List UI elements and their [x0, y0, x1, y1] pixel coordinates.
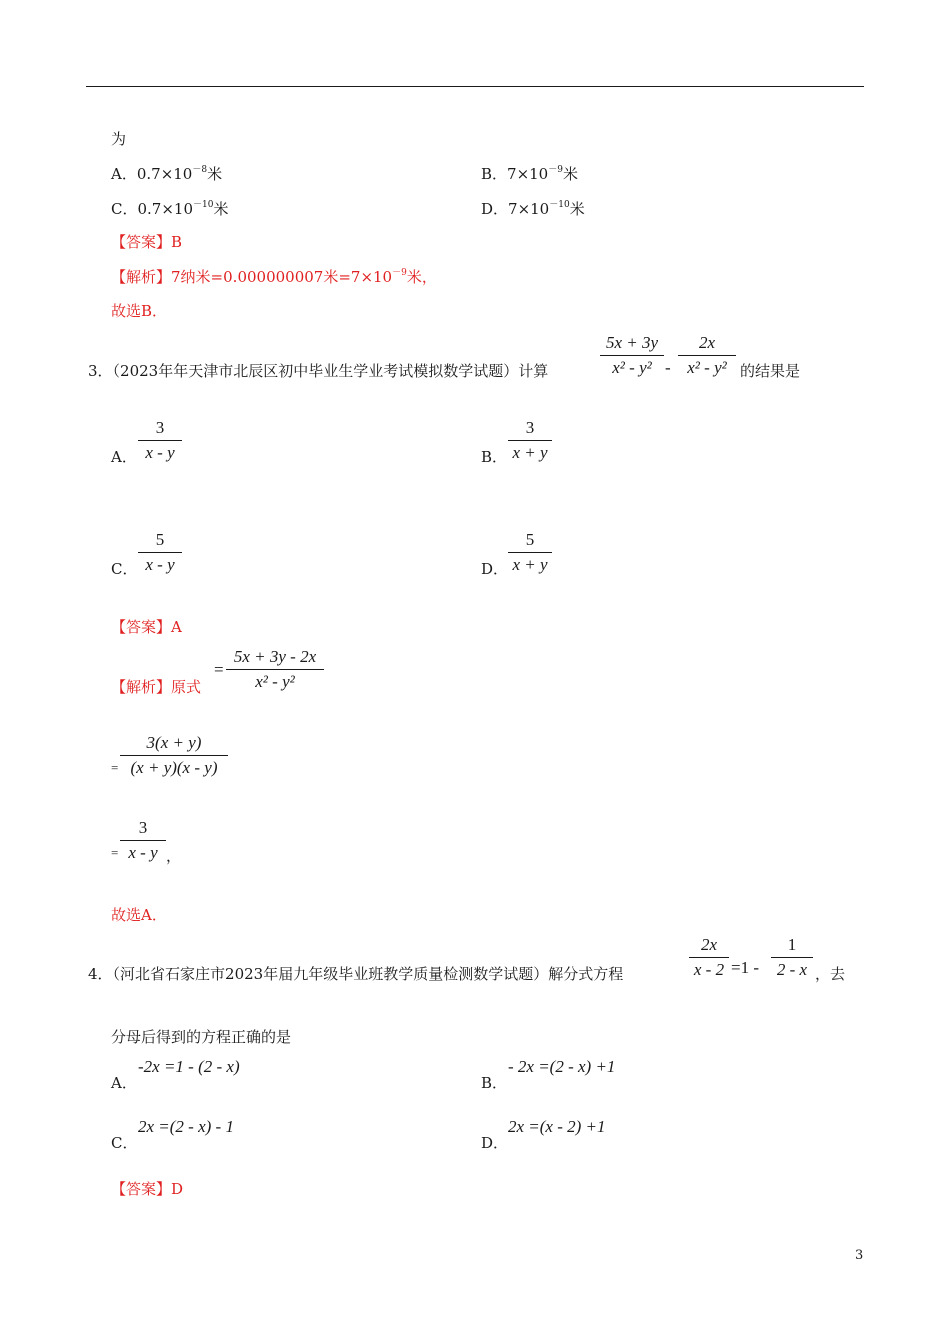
- q4-stem-suffix: ，去: [815, 965, 846, 983]
- q3-answer: 【答案】A: [111, 618, 182, 636]
- q4-option-b-letter: B．: [481, 1074, 508, 1092]
- q2-answer: 【答案】B: [111, 233, 183, 251]
- q2-conclusion: 故选B．: [111, 302, 168, 320]
- q4-option-a: -2x =1 - (2 - x): [138, 1057, 240, 1076]
- q4-stem: 4．（河北省石家庄市2023年届九年级毕业班教学质量检测数学试题）解分式方程: [88, 965, 624, 983]
- q4-option-d: 2x =(x - 2) +1: [508, 1117, 606, 1136]
- header-rule: [86, 86, 864, 87]
- q3-option-d: 5 x + y: [508, 530, 552, 575]
- q3-step2-fraction: 3(x + y) (x + y)(x - y): [120, 733, 228, 778]
- q2-analysis: 【解析】7纳米=0.000000007米$=7\times 10^{-9}$米，: [111, 268, 437, 286]
- q4-option-b: - 2x =(2 - x) +1: [508, 1057, 616, 1076]
- q3-stem: 3．（2023年年天津市北辰区初中毕业生学业考试模拟数学试题）计算: [88, 362, 549, 380]
- q3-expr-fraction-1: 5x + 3y x² - y²: [600, 333, 664, 378]
- q3-analysis: 【解析】原式: [111, 678, 202, 696]
- q3-stem-suffix: 的结果是: [740, 362, 801, 380]
- q2-option-b: B．$7\times 10^{-9}$米: [481, 165, 578, 183]
- page-number: 3: [855, 1248, 864, 1263]
- q3-expr-minus: -: [665, 358, 671, 377]
- q4-equation-fraction-1: 2x x - 2: [689, 935, 729, 980]
- q3-option-b: 3 x + y: [508, 418, 552, 463]
- q4-option-d-letter: D．: [481, 1134, 509, 1152]
- q4-equation-mid: =1 -: [731, 958, 759, 977]
- q2-option-c: C．$0.7\times 10^{-10}$米: [111, 200, 229, 218]
- q3-step3-tail: ，: [166, 847, 182, 865]
- q3-option-a-letter: A．: [111, 448, 137, 466]
- q4-option-a-letter: A．: [111, 1074, 137, 1092]
- q4-option-c: 2x =(2 - x) - 1: [138, 1117, 234, 1136]
- q3-step3-eq: =: [111, 845, 119, 860]
- q3-option-c: 5 x - y: [138, 530, 182, 575]
- q3-conclusion: 故选A．: [111, 906, 167, 924]
- q3-option-d-letter: D．: [481, 560, 509, 578]
- q2-option-d: D．$7\times 10^{-10}$米: [481, 200, 585, 218]
- q2-option-a: A．$0.7\times 10^{-8}$米: [111, 165, 223, 183]
- q3-step1-eq: =: [214, 660, 224, 679]
- q4-option-c-letter: C．: [111, 1134, 138, 1152]
- q3-step2-eq: =: [111, 760, 119, 775]
- q2-continuation: 为: [111, 130, 127, 148]
- q3-step3-fraction: 3 x - y: [120, 818, 166, 863]
- q3-expr-fraction-2: 2x x² - y²: [678, 333, 736, 378]
- q3-step1-fraction: 5x + 3y - 2x x² - y²: [226, 647, 324, 692]
- q3-option-c-letter: C．: [111, 560, 138, 578]
- q4-answer: 【答案】D: [111, 1180, 184, 1198]
- q4-equation-fraction-2: 1 2 - x: [771, 935, 813, 980]
- q4-stem-line2: 分母后得到的方程正确的是: [111, 1028, 292, 1046]
- q3-option-b-letter: B．: [481, 448, 508, 466]
- q3-option-a: 3 x - y: [138, 418, 182, 463]
